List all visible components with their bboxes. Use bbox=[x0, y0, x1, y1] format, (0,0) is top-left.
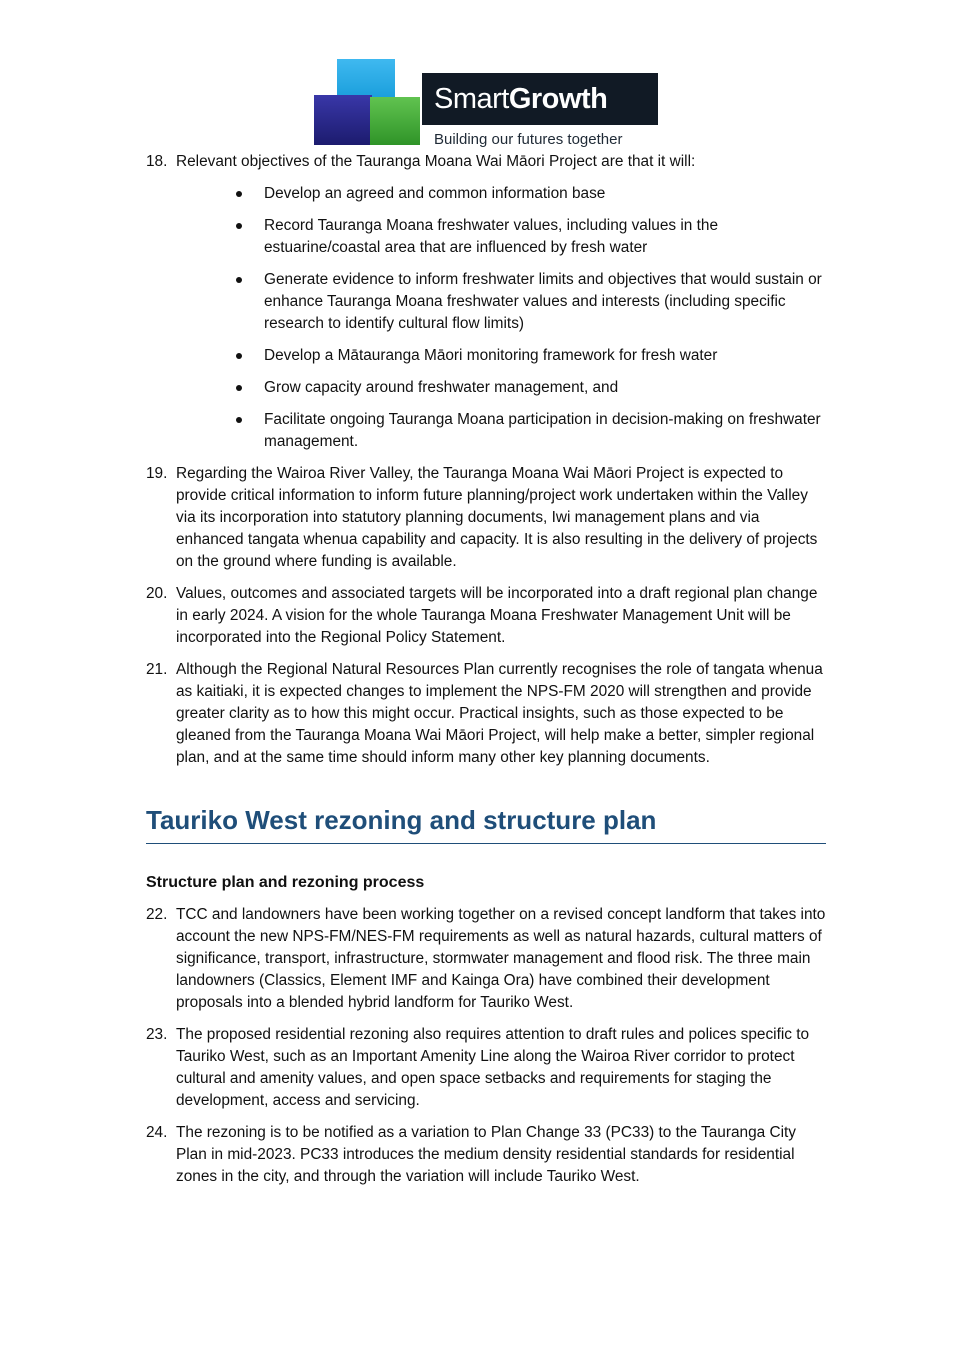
paragraph-18 bbox=[146, 151, 826, 453]
list-item bbox=[176, 409, 826, 453]
logo-tagline: Building our futures together bbox=[434, 131, 623, 148]
list-item bbox=[176, 377, 826, 399]
paragraph-number: 24. bbox=[146, 1124, 168, 1141]
paragraph-21 bbox=[146, 659, 826, 769]
list-item-text: Record Tauranga Moana freshwater values, including values in the estuarine/coastal area that are influenced by fresh water bbox=[264, 217, 719, 256]
list-item-text: Develop an agreed and common information base bbox=[264, 185, 606, 202]
paragraph-19 bbox=[146, 463, 826, 573]
list-item-text: Generate evidence to inform freshwater limits and objectives that would sustain or enhance Tauranga Moana freshwater values and interests (including specific research to identify cultural flow limits) bbox=[264, 271, 822, 332]
paragraph-text: Although the Regional Natural Resources Plan currently recognises the role of tangata whenua as kaitiaki, it is expected changes to implement the NPS-FM 2020 will strengthen and provide greater clarity as to how this might occur. Practical insights, such as those expected to be gleaned from the Tauranga Moana Wai Māori Project, will help make a better, simpler regional plan, and at the same time should inform many other key planning documents. bbox=[176, 661, 823, 766]
paragraph-text: The rezoning is to be notified as a variation to Plan Change 33 (PC33) to the Tauranga City Plan in mid-2023. PC33 introduces the medium density residential standards for residential zones in the city, and through the variation will include Tauriko West. bbox=[176, 1124, 796, 1185]
paragraph-text: The proposed residential rezoning also requires attention to draft rules and polices specific to Tauriko West, such as an Important Amenity Line along the Wairoa River corridor to protect cultural and amenity values, and open space setbacks and requirements for staging the development, access and servicing. bbox=[176, 1026, 810, 1109]
paragraph-text: TCC and landowners have been working together on a revised concept landform that takes into account the new NPS-FM/NES-FM requirements as well as natural hazards, cultural matters of significance, transport, infrastructure, stormwater management and flood risk. The three main landowners (Classics, Element IMF and Kainga Ora) have combined their development proposals into a blended hybrid landform for Tauriko West. bbox=[176, 906, 826, 1011]
bullet-icon bbox=[236, 353, 242, 359]
paragraph-number: 21. bbox=[146, 661, 168, 678]
list-item-text: Develop a Mātauranga Māori monitoring framework for fresh water bbox=[264, 347, 718, 364]
paragraph-24 bbox=[146, 1122, 826, 1188]
logo-wordmark bbox=[434, 81, 607, 117]
paragraph-number: 23. bbox=[146, 1026, 168, 1043]
subsection-heading: Structure plan and rezoning process bbox=[146, 874, 425, 891]
objectives-list bbox=[176, 183, 826, 453]
paragraph-number: 20. bbox=[146, 585, 168, 602]
list-item bbox=[176, 183, 826, 205]
list-item bbox=[176, 269, 826, 335]
paragraph-number: 19. bbox=[146, 465, 168, 482]
smartgrowth-logo bbox=[312, 57, 660, 153]
document-body bbox=[146, 151, 826, 1198]
bullet-icon bbox=[236, 277, 242, 283]
logo-word-smart: Smart bbox=[434, 83, 509, 115]
list-item bbox=[176, 215, 826, 259]
logo-cube-green bbox=[370, 97, 420, 145]
paragraph-text: Values, outcomes and associated targets will be incorporated into a draft regional plan change in early 2024. A vision for the whole Tauranga Moana Freshwater Management Unit will be incorporated into the Regional Policy Statement. bbox=[176, 585, 818, 646]
section-heading: Tauriko West rezoning and structure plan bbox=[146, 803, 826, 844]
paragraph-number: 18. bbox=[146, 153, 168, 170]
paragraph-text: Relevant objectives of the Tauranga Moana Wai Māori Project are that it will: bbox=[176, 153, 696, 170]
list-item-text: Facilitate ongoing Tauranga Moana participation in decision-making on freshwater management. bbox=[264, 411, 821, 450]
bullet-icon bbox=[236, 385, 242, 391]
logo-word-growth: Growth bbox=[508, 83, 608, 115]
logo-cube-navy bbox=[314, 95, 372, 145]
bullet-icon bbox=[236, 417, 242, 423]
paragraph-number: 22. bbox=[146, 906, 168, 923]
paragraph-text: Regarding the Wairoa River Valley, the Tauranga Moana Wai Māori Project is expected to provide critical information to inform future planning/project work undertaken within the Valley via its incorporation into statutory planning documents, Iwi management plans and via enhanced tangata whenua capability and capacity. It is also resulting in the delivery of projects on the ground where funding is available. bbox=[176, 465, 818, 570]
list-item bbox=[176, 345, 826, 367]
paragraph-23 bbox=[146, 1024, 826, 1112]
list-item-text: Grow capacity around freshwater management, and bbox=[264, 379, 619, 396]
bullet-icon bbox=[236, 223, 242, 229]
paragraph-22 bbox=[146, 904, 826, 1014]
paragraph-20 bbox=[146, 583, 826, 649]
bullet-icon bbox=[236, 191, 242, 197]
